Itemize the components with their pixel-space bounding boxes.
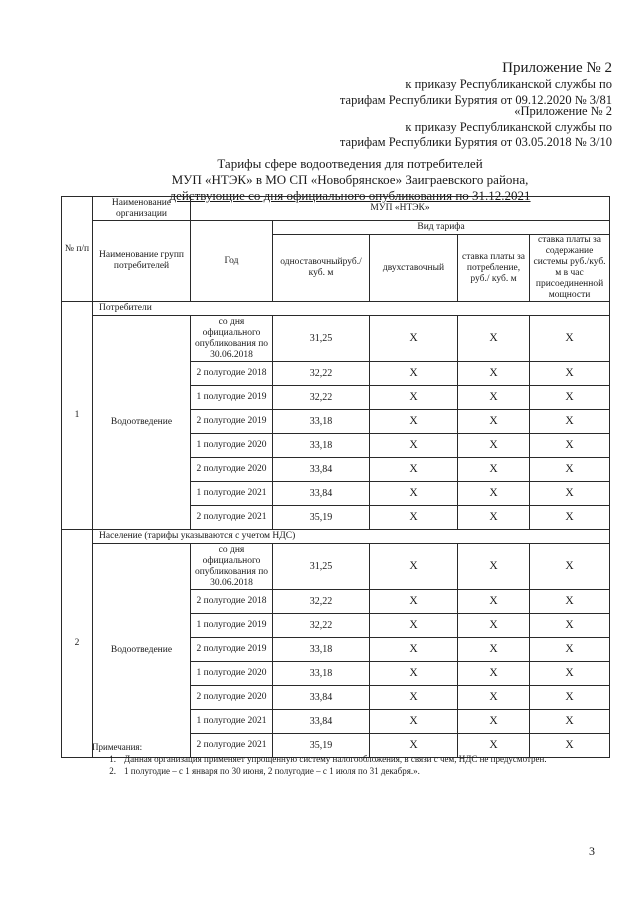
tariff-type-header: Вид тарифа <box>273 221 610 235</box>
period-cell: 2 полугодие 2019 <box>191 638 273 662</box>
org-name-header: МУП «НТЭК» <box>191 197 610 221</box>
section-number: 1 <box>62 302 93 530</box>
single-rate-value: 32,22 <box>273 386 370 410</box>
single-rate-value: 33,84 <box>273 482 370 506</box>
note-item <box>92 765 612 777</box>
consumption-rate-header: ставка платы за потребление, руб./ куб. м <box>458 235 530 302</box>
not-applicable-cell: Х <box>458 710 530 734</box>
not-applicable-cell: Х <box>458 410 530 434</box>
period-cell: 2 полугодие 2021 <box>191 734 273 758</box>
period-cell: со дня официального опубликования по 30.06.2018 <box>191 316 273 362</box>
single-rate-value: 35,19 <box>273 734 370 758</box>
single-rate-value: 32,22 <box>273 590 370 614</box>
period-cell: 1 полугодие 2019 <box>191 386 273 410</box>
maintenance-rate-header: ставка платы за содержание системы руб./куб. м в час присоединенной мощности <box>530 235 610 302</box>
not-applicable-cell: Х <box>530 434 610 458</box>
period-cell: 2 полугодие 2021 <box>191 506 273 530</box>
not-applicable-cell: Х <box>458 434 530 458</box>
not-applicable-cell: Х <box>458 362 530 386</box>
title-line: МУП «НТЭК» в МО СП «Новобрянское» Заиграевского района, <box>171 172 529 187</box>
not-applicable-cell: Х <box>370 544 458 590</box>
notes <box>92 741 612 777</box>
period-cell: 2 полугодие 2020 <box>191 458 273 482</box>
not-applicable-cell: Х <box>370 638 458 662</box>
appendix-header-new <box>340 60 612 108</box>
period-cell: 1 полугодие 2020 <box>191 662 273 686</box>
not-applicable-cell: Х <box>370 506 458 530</box>
not-applicable-cell: Х <box>530 590 610 614</box>
single-rate-value: 35,19 <box>273 506 370 530</box>
not-applicable-cell: Х <box>370 710 458 734</box>
section-header: Население (тарифы указываются с учетом НДС) <box>93 530 610 544</box>
title-line: действующие со дня официального опубликования по 31.12.2021 <box>169 188 531 203</box>
appendix-line: тарифам Республики Бурятия от 09.12.2020 № 3/81 <box>339 92 612 107</box>
title-line: Тарифы сфере водоотведения для потребителей <box>217 156 483 171</box>
consumer-group-cell: Водоотведение <box>93 316 191 530</box>
table-row <box>62 316 610 362</box>
single-rate-value: 33,84 <box>273 686 370 710</box>
section-header-row <box>62 302 610 316</box>
period-cell: 1 полугодие 2020 <box>191 434 273 458</box>
year-header: Год <box>191 221 273 302</box>
consumer-group-cell: Водоотведение <box>93 544 191 758</box>
period-cell: 1 полугодие 2021 <box>191 482 273 506</box>
appendix-line: к приказу Республиканской службы по <box>405 77 612 91</box>
appendix-title: «Приложение № 2 <box>514 104 612 118</box>
not-applicable-cell: Х <box>530 506 610 530</box>
not-applicable-cell: Х <box>458 686 530 710</box>
not-applicable-cell: Х <box>530 362 610 386</box>
section-header-row <box>62 530 610 544</box>
single-rate-value: 33,18 <box>273 638 370 662</box>
not-applicable-cell: Х <box>530 544 610 590</box>
not-applicable-cell: Х <box>458 482 530 506</box>
group-label-header: Наименование групп потребителей <box>93 221 191 302</box>
not-applicable-cell: Х <box>530 734 610 758</box>
period-cell: 1 полугодие 2019 <box>191 614 273 638</box>
not-applicable-cell: Х <box>370 316 458 362</box>
not-applicable-cell: Х <box>458 316 530 362</box>
page-number: 3 <box>589 844 595 858</box>
period-cell: 2 полугодие 2018 <box>191 590 273 614</box>
single-rate-value: 32,22 <box>273 614 370 638</box>
single-rate-value: 31,25 <box>273 544 370 590</box>
not-applicable-cell: Х <box>370 686 458 710</box>
note-number: 2. <box>109 766 116 776</box>
not-applicable-cell: Х <box>370 590 458 614</box>
not-applicable-cell: Х <box>530 686 610 710</box>
not-applicable-cell: Х <box>530 638 610 662</box>
section-number: 2 <box>62 530 93 758</box>
single-rate-value: 33,18 <box>273 434 370 458</box>
period-cell: 1 полугодие 2021 <box>191 710 273 734</box>
not-applicable-cell: Х <box>370 362 458 386</box>
not-applicable-cell: Х <box>458 458 530 482</box>
not-applicable-cell: Х <box>370 614 458 638</box>
not-applicable-cell: Х <box>530 458 610 482</box>
not-applicable-cell: Х <box>530 662 610 686</box>
single-rate-value: 33,18 <box>273 662 370 686</box>
col-num-header: № п/п <box>62 197 93 302</box>
appendix-line: тарифам Республики Бурятия от 03.05.2018 № 3/10 <box>339 135 612 149</box>
period-cell: со дня официального опубликования по 30.06.2018 <box>191 544 273 590</box>
not-applicable-cell: Х <box>458 734 530 758</box>
not-applicable-cell: Х <box>370 458 458 482</box>
not-applicable-cell: Х <box>530 316 610 362</box>
period-cell: 2 полугодие 2019 <box>191 410 273 434</box>
not-applicable-cell: Х <box>458 386 530 410</box>
not-applicable-cell: Х <box>530 410 610 434</box>
not-applicable-cell: Х <box>370 386 458 410</box>
appendix-header-old <box>340 104 612 151</box>
single-rate-value: 32,22 <box>273 362 370 386</box>
single-rate-header: одноставочныйруб./ куб. м <box>273 235 370 302</box>
not-applicable-cell: Х <box>458 590 530 614</box>
not-applicable-cell: Х <box>530 710 610 734</box>
single-rate-value: 33,84 <box>273 710 370 734</box>
not-applicable-cell: Х <box>370 734 458 758</box>
table-row <box>62 544 610 590</box>
appendix-line: к приказу Республиканской службы по <box>405 119 612 134</box>
not-applicable-cell: Х <box>370 482 458 506</box>
single-rate-value: 33,18 <box>273 410 370 434</box>
not-applicable-cell: Х <box>530 482 610 506</box>
single-rate-value: 31,25 <box>273 316 370 362</box>
not-applicable-cell: Х <box>458 662 530 686</box>
not-applicable-cell: Х <box>370 434 458 458</box>
org-label-header: Наименование организации <box>93 197 191 221</box>
not-applicable-cell: Х <box>458 614 530 638</box>
single-rate-value: 33,84 <box>273 458 370 482</box>
not-applicable-cell: Х <box>530 614 610 638</box>
not-applicable-cell: Х <box>370 662 458 686</box>
period-cell: 2 полугодие 2018 <box>191 362 273 386</box>
not-applicable-cell: Х <box>458 506 530 530</box>
not-applicable-cell: Х <box>370 410 458 434</box>
note-text: 1 полугодие – с 1 января по 30 июня, 2 полугодие – с 1 июля по 31 декабря.». <box>124 766 420 776</box>
tariff-table <box>61 196 610 758</box>
period-cell: 2 полугодие 2020 <box>191 686 273 710</box>
notes-heading: Примечания: <box>92 742 143 752</box>
two-rate-header: двухставочный <box>370 235 458 302</box>
not-applicable-cell: Х <box>458 544 530 590</box>
note-text: Данная организация применяет упрощенную систему налогообложения, в связи с чем, НДС не предусмотрен. <box>124 754 547 764</box>
not-applicable-cell: Х <box>530 386 610 410</box>
not-applicable-cell: Х <box>458 638 530 662</box>
section-header: Потребители <box>93 302 610 316</box>
note-item <box>92 753 612 765</box>
appendix-title: Приложение № 2 <box>502 60 612 76</box>
note-number: 1. <box>109 754 116 764</box>
